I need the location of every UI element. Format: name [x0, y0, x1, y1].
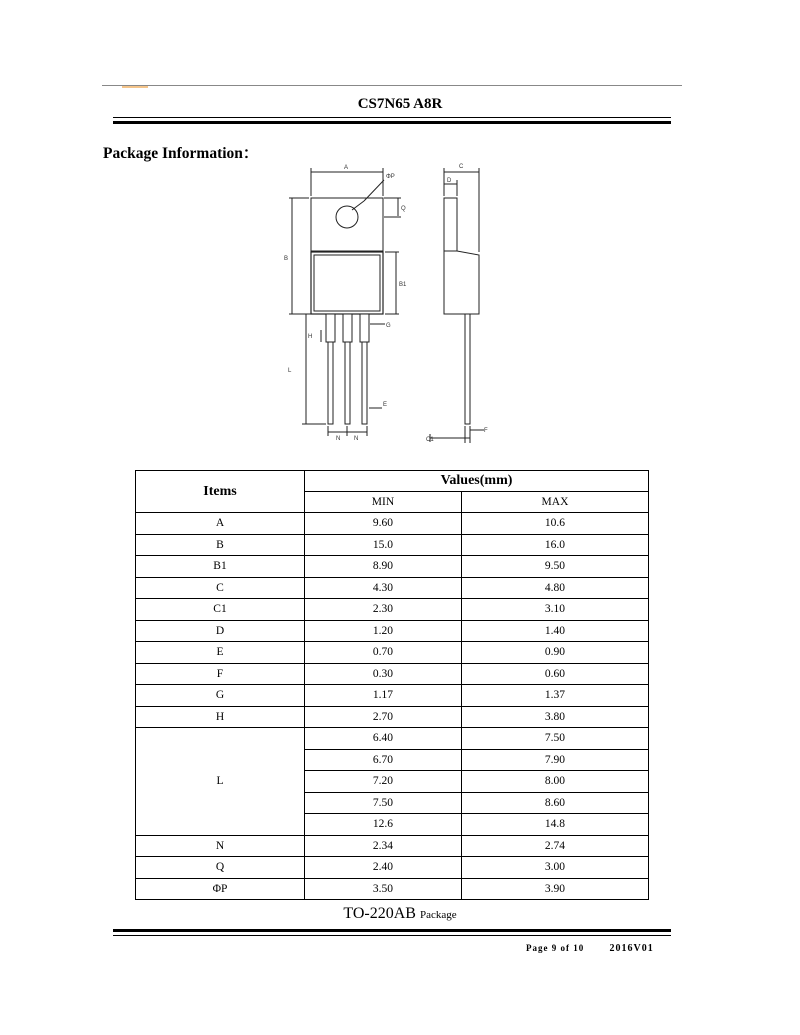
- lead-lower-2: [345, 342, 350, 424]
- label-n2: N: [354, 436, 359, 442]
- table-row: [136, 556, 649, 578]
- footer-rule-thick: [113, 929, 671, 932]
- min-header: MIN: [305, 492, 462, 513]
- min-cell: 2.40: [305, 857, 462, 879]
- min-cell: 2.30: [305, 599, 462, 621]
- item-cell: E: [136, 642, 305, 664]
- footer-page-number: Page 9 of 10: [526, 943, 585, 953]
- title-rule-thick: [113, 121, 671, 124]
- label-c1: C1: [426, 437, 434, 443]
- lead-lower-1: [328, 342, 333, 424]
- item-cell: F: [136, 663, 305, 685]
- item-cell: A: [136, 513, 305, 535]
- table-row: [136, 706, 649, 728]
- label-a: A: [344, 165, 349, 171]
- max-cell: 0.90: [461, 642, 648, 664]
- label-q: Q: [401, 206, 406, 212]
- max-cell: 8.60: [461, 792, 648, 814]
- min-cell: 1.17: [305, 685, 462, 707]
- label-n1: N: [336, 436, 341, 442]
- table-row: [136, 878, 649, 900]
- table-row: [136, 857, 649, 879]
- max-cell: 2.74: [461, 835, 648, 857]
- max-cell: 16.0: [461, 534, 648, 556]
- label-g: G: [386, 323, 391, 329]
- table-row: [136, 577, 649, 599]
- max-cell: 1.40: [461, 620, 648, 642]
- footer-revision: 2016V01: [609, 943, 654, 954]
- min-cell: 8.90: [305, 556, 462, 578]
- title-rule-thin: [113, 117, 671, 118]
- side-lead: [465, 314, 470, 424]
- page-footer: [526, 943, 654, 954]
- lead-upper-3: [360, 314, 369, 342]
- min-cell: 7.20: [305, 771, 462, 793]
- min-cell: 4.30: [305, 577, 462, 599]
- max-cell: 3.90: [461, 878, 648, 900]
- item-cell: B1: [136, 556, 305, 578]
- table-row: [136, 642, 649, 664]
- min-cell: 12.6: [305, 814, 462, 836]
- dimensions-table: [135, 470, 649, 900]
- table-row: [136, 728, 649, 750]
- label-d: D: [447, 178, 452, 184]
- min-cell: 2.70: [305, 706, 462, 728]
- max-cell: 1.37: [461, 685, 648, 707]
- items-header: Items: [136, 471, 305, 513]
- label-l: L: [288, 368, 292, 374]
- min-cell: 15.0: [305, 534, 462, 556]
- max-header: MAX: [461, 492, 648, 513]
- min-cell: 9.60: [305, 513, 462, 535]
- table-row: [136, 534, 649, 556]
- label-phi-p: ΦP: [386, 174, 395, 180]
- table-row: [136, 685, 649, 707]
- min-cell: 6.40: [305, 728, 462, 750]
- item-cell: ΦP: [136, 878, 305, 900]
- label-h: H: [308, 334, 313, 340]
- max-cell: 14.8: [461, 814, 648, 836]
- max-cell: 8.00: [461, 771, 648, 793]
- caption-package-suffix: Package: [419, 909, 457, 921]
- item-cell-l: L: [136, 728, 305, 836]
- max-cell: 3.10: [461, 599, 648, 621]
- table-row: [136, 599, 649, 621]
- item-cell: G: [136, 685, 305, 707]
- item-cell: N: [136, 835, 305, 857]
- max-cell: 4.80: [461, 577, 648, 599]
- min-cell: 0.30: [305, 663, 462, 685]
- label-e: E: [383, 402, 388, 408]
- header-line: [102, 85, 682, 86]
- body-outline: [311, 252, 383, 314]
- max-cell: 3.80: [461, 706, 648, 728]
- caption-package-name: TO-220AB: [343, 905, 416, 922]
- max-cell: 3.00: [461, 857, 648, 879]
- side-body: [444, 251, 479, 314]
- min-cell: 1.20: [305, 620, 462, 642]
- section-heading: Package Information：: [103, 145, 259, 162]
- part-number-title: CS7N65 A8R: [357, 96, 443, 112]
- label-c: C: [459, 164, 464, 170]
- header-accent: [122, 86, 148, 88]
- min-cell: 3.50: [305, 878, 462, 900]
- min-cell: 7.50: [305, 792, 462, 814]
- item-cell: B: [136, 534, 305, 556]
- table-row: [136, 513, 649, 535]
- item-cell: C1: [136, 599, 305, 621]
- label-f: F: [484, 428, 488, 434]
- max-cell: 10.6: [461, 513, 648, 535]
- table-row: [136, 620, 649, 642]
- max-cell: 7.50: [461, 728, 648, 750]
- lead-upper-1: [326, 314, 335, 342]
- item-cell: H: [136, 706, 305, 728]
- label-b: B: [284, 256, 289, 262]
- table-header-row: [136, 471, 649, 492]
- min-cell: 6.70: [305, 749, 462, 771]
- label-b1: B1: [399, 282, 407, 288]
- item-cell: C: [136, 577, 305, 599]
- min-cell: 0.70: [305, 642, 462, 664]
- package-caption: [0, 905, 800, 923]
- values-header: Values(mm): [305, 471, 649, 492]
- item-cell: D: [136, 620, 305, 642]
- max-cell: 0.60: [461, 663, 648, 685]
- lead-upper-2: [343, 314, 352, 342]
- lead-lower-3: [362, 342, 367, 424]
- table-row: [136, 835, 649, 857]
- min-cell: 2.34: [305, 835, 462, 857]
- max-cell: 7.90: [461, 749, 648, 771]
- max-cell: 9.50: [461, 556, 648, 578]
- item-cell: Q: [136, 857, 305, 879]
- side-tab: [444, 198, 457, 251]
- footer-rule-thin: [113, 935, 671, 936]
- table-row: [136, 663, 649, 685]
- package-drawing: [280, 158, 510, 448]
